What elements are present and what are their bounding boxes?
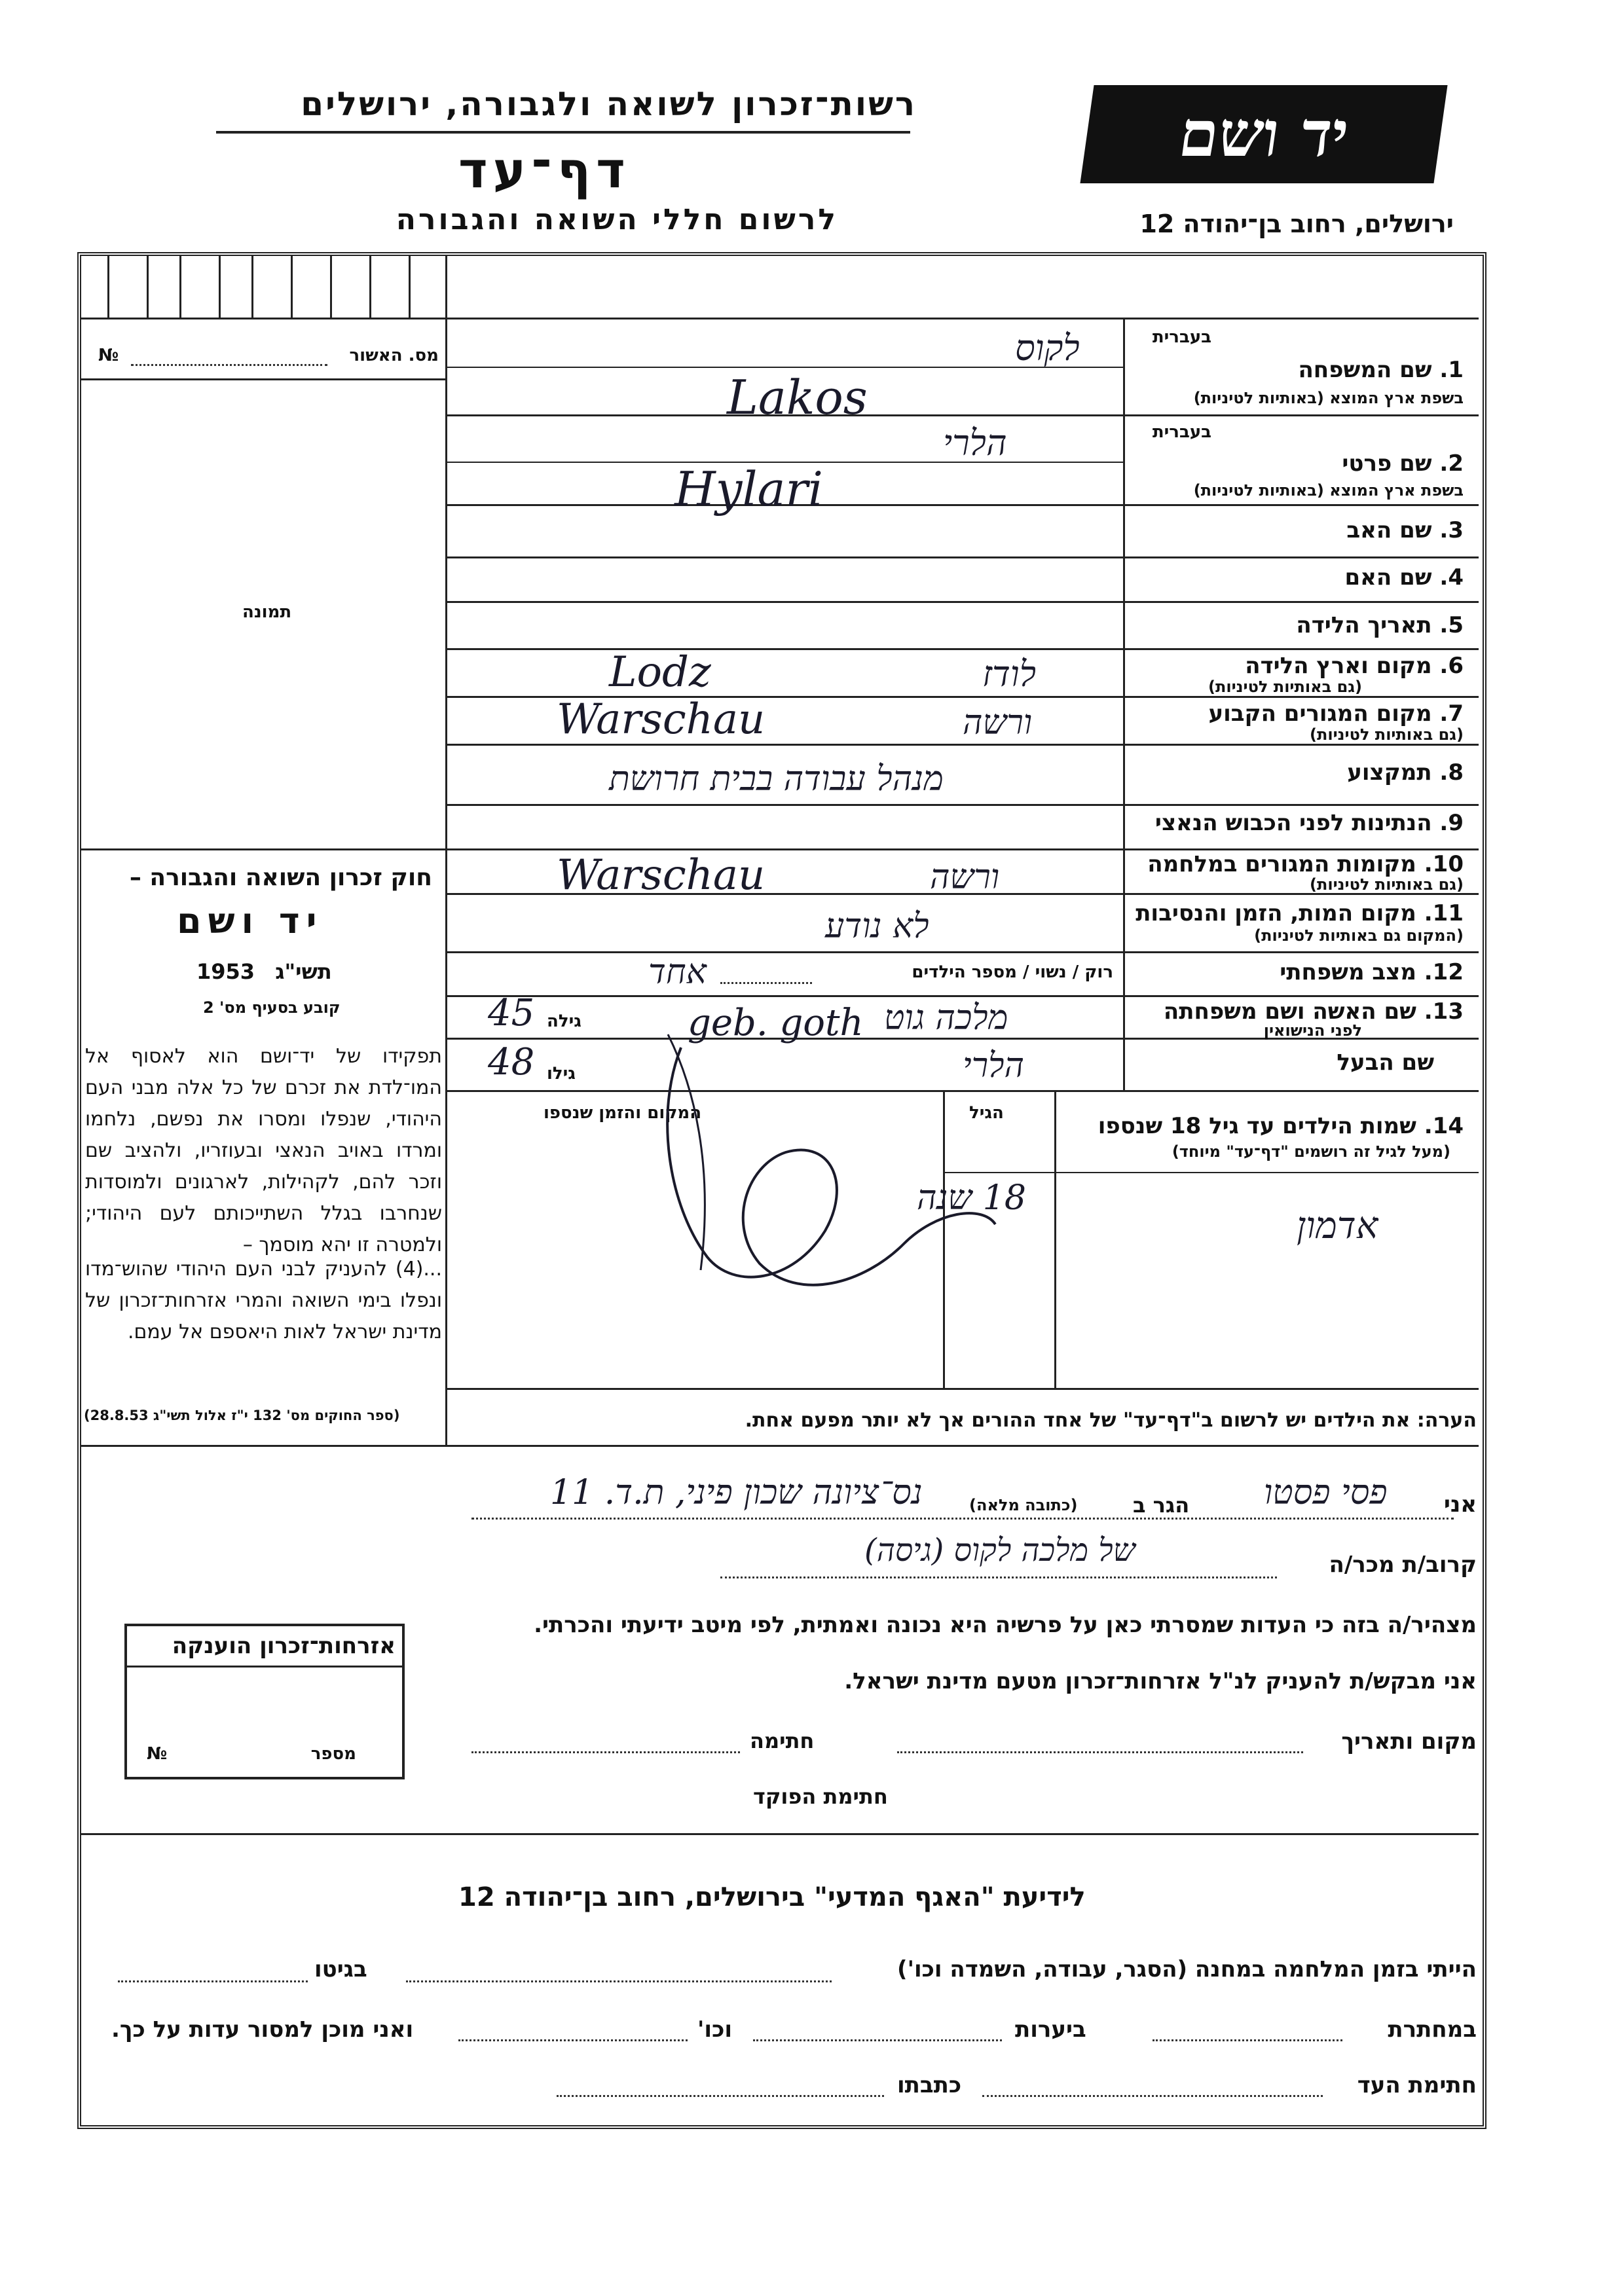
f13-label: 13. שם האשה ושם משפחתה (1163, 998, 1464, 1025)
f14-label: 14. שמות הילדים עד גיל 18 שנספו (1098, 1113, 1464, 1139)
law-text-1: תפקידו של יד־ושם הוא לאסוף אל המו־לדת את זכרם של כל אלה מבני העם היהודי, שנפלו ומסרו את נפשם, נלחמו ומרדו באויב הנאצי ובעוזריו, ולהציב שם וזכר להם, לקהילות, לארגונים ולמוסדות שנחרבו בגלל השתייכותם לעם היהודי; ולמטרה זו יהא מוסמך – (85, 1045, 442, 1256)
place-date-label: מקום ותאריך (1341, 1728, 1477, 1755)
f1-sub: בשפת ארץ המוצא (באותיות לטיניות) (1193, 389, 1464, 407)
f6-latin-value: Lodz (609, 648, 711, 697)
law-year-number: 1953 (196, 959, 255, 984)
f13-value-hebrew: מלכה גוט (884, 998, 1008, 1038)
f1-hebrew-value: לקוס (1015, 327, 1080, 369)
declaration-i-label: אני (1443, 1491, 1477, 1518)
f3-label: 3. שם האב (1346, 517, 1464, 543)
f11-value: לא נודע (825, 907, 929, 946)
child-name: אדמון (1297, 1205, 1378, 1247)
f2-in-hebrew: בעברית (1152, 422, 1211, 442)
law-source: (ספר החוקים מס' 132 י"ז אלול תשי"ג 28.8.53) (84, 1408, 400, 1423)
f8-value: מנהל עבודה בבית חרושת (609, 759, 944, 799)
approval-label: מס. האשור (349, 346, 439, 365)
bottom-line2-d: ואני מוכן למסור עדות על כך. (111, 2016, 414, 2043)
f11-label: 11. מקום המות, הזמן והנסיבות (1135, 900, 1464, 926)
citizenship-box-title: אזרחות־זכרון הוענקה (172, 1633, 396, 1659)
logo-text: יד ושם (1174, 97, 1354, 171)
bottom-title: לידיעת "האגף המדעי" בירושלים, רחוב בן־יהודה 12 (458, 1882, 1086, 1912)
law-name: יד ושם (177, 900, 323, 941)
f13-value-latin: geb. goth (688, 1002, 864, 1044)
resides-hint: (כתובה מלאה) (969, 1496, 1078, 1514)
law-text-2: ...(4) להעניק לבני העם היהודי שהוש־מדו ונפלו בימי השואה והמרי אזרחות־זכרון של מדינת ישראל לאות היאספם אל עמם. (85, 1258, 442, 1343)
law-year-hebrew: תשי"ג (275, 959, 332, 984)
form-subtitle: לרשום חללי השואה והגבורה (396, 203, 838, 236)
f10-sub: (גם באותיות לטיניות) (1310, 875, 1464, 894)
approval-number-mark: № (98, 346, 119, 365)
bottom-line3-b: כתבתו (897, 2072, 962, 2098)
f13-age-label: גילה (547, 1011, 581, 1031)
bottom-line1-a: הייתי בזמן המלחמה במחנה (הסגר, עבודה, השמדה וכו') (897, 1956, 1477, 1982)
col-age-header: הגיל (969, 1103, 1004, 1123)
f1-in-hebrew: בעברית (1152, 327, 1211, 347)
f12-options: רוק / נשוי / מספר הילדים (912, 962, 1113, 982)
citizenship-number-mark: № (147, 1744, 168, 1764)
f4-label: 4. שם האם (1344, 564, 1464, 591)
f1-latin-value: Lakos (727, 370, 868, 425)
f7-latin-value: Warschau (557, 695, 766, 744)
f14-sub: (מעל לגיל זה רושמים "דף־עד" מיוחד) (1172, 1142, 1450, 1161)
f2-sub: בשפת ארץ המוצא (באותיות לטיניות) (1193, 481, 1464, 500)
f2-hebrew-value: הלרי (943, 422, 1007, 464)
bottom-line2-a: במחתרת (1388, 2016, 1477, 2043)
bottom-line3-a: חתימת העד (1357, 2072, 1477, 2098)
f8-label: 8. תמקצוע (1347, 759, 1464, 786)
officer-signature-label: חתימת הפוקד (753, 1784, 888, 1809)
child-age: 18 שנה (917, 1178, 1026, 1218)
form-title: דף־עד (458, 141, 631, 199)
f10-hebrew-value: ורשה (930, 858, 1000, 897)
husband-age-label: גילו (547, 1064, 576, 1084)
f7-sub: (גם באותיות לטיניות) (1310, 725, 1464, 744)
code-boxes (81, 256, 445, 318)
declaration-name: פסי פסטו (1264, 1473, 1388, 1512)
resides-label: הגר ב (1133, 1493, 1190, 1518)
f9-label: 9. הנתינות לפני הכבוש הנאצי (1154, 810, 1464, 836)
children-note: הערה: את הילדים יש לרשום ב"דף־עד" של אחד ההורים אך לא יותר מפעם אחת. (745, 1409, 1477, 1432)
f2-latin-value: Hylari (674, 462, 823, 517)
husband-label: שם הבעל (1337, 1049, 1434, 1076)
bottom-line1-b: בגיטו (314, 1956, 367, 1982)
f10-label: 10. מקומות המגורים במלחמה (1147, 851, 1464, 877)
husband-value: הלרי (963, 1046, 1024, 1085)
citizenship-box (124, 1624, 405, 1779)
f1-label: 1. שם המשפחה (1298, 357, 1464, 383)
f5-label: 5. תאריך הלידה (1296, 612, 1464, 638)
law-section: קובע בסעיף מס' 2 (203, 998, 341, 1017)
f13-age-value: 45 (488, 992, 535, 1034)
f10-latin-value: Warschau (557, 851, 766, 900)
witness-signature-scribble (629, 1008, 1126, 1322)
f12-label: 12. מצב משפחתי (1280, 959, 1464, 985)
bottom-line2-b: ביערות (1015, 2016, 1086, 2043)
resides-value: נס־ציונה שכון פיני, ת.ד. 11 (550, 1473, 923, 1512)
relation-value: של מלכה לקוס (גיסה) (864, 1532, 1135, 1569)
yad-vashem-logo (1080, 85, 1447, 183)
f13-sub: לפני הנישואין (1263, 1021, 1362, 1040)
f7-label: 7. מקום המגורים הקבוע (1208, 701, 1464, 727)
f6-label: 6. מקום וארץ הלידה (1245, 653, 1464, 679)
f7-hebrew-value: ורשה (963, 703, 1033, 742)
authority-title: רשות־זכרון לשואה ולגבורה, ירושלים (301, 85, 917, 123)
request-text: אני מבקש/ת להעניק לנ"ל אזרחות־זכרון מטעם מדינת ישראל. (844, 1668, 1477, 1694)
f2-label: 2. שם פרטי (1342, 450, 1464, 477)
photo-label: תמונה (242, 602, 292, 622)
signature-label: חתימה (750, 1728, 815, 1753)
husband-age-value: 48 (488, 1041, 535, 1084)
col-place-time-header: המקום והזמן שנספו (544, 1103, 702, 1123)
citizenship-number-label: מספר (310, 1744, 356, 1764)
relation-label: קרוב/ת מכר/ה (1329, 1552, 1477, 1578)
law-year (196, 959, 332, 984)
f11-sub: (המקום גם באותיות לטיניות) (1254, 926, 1464, 945)
address: ירושלים, רחוב בן־יהודה 12 (1139, 210, 1454, 238)
declare-text: מצהיר/ה בזה כי העדות שמסרתי כאן על פרשיה היא נכונה ואמתית, לפי מיטב ידיעתי והכרתי. (534, 1612, 1477, 1638)
law-title: חוק זכרון השואה והגבורה – (129, 864, 432, 891)
bottom-line2-c: וכו' (697, 2016, 733, 2043)
f12-value: אחד (648, 953, 707, 992)
f6-hebrew-value: לודז (982, 653, 1037, 695)
f6-sub: (גם באותיות לטיניות) (1208, 678, 1362, 696)
